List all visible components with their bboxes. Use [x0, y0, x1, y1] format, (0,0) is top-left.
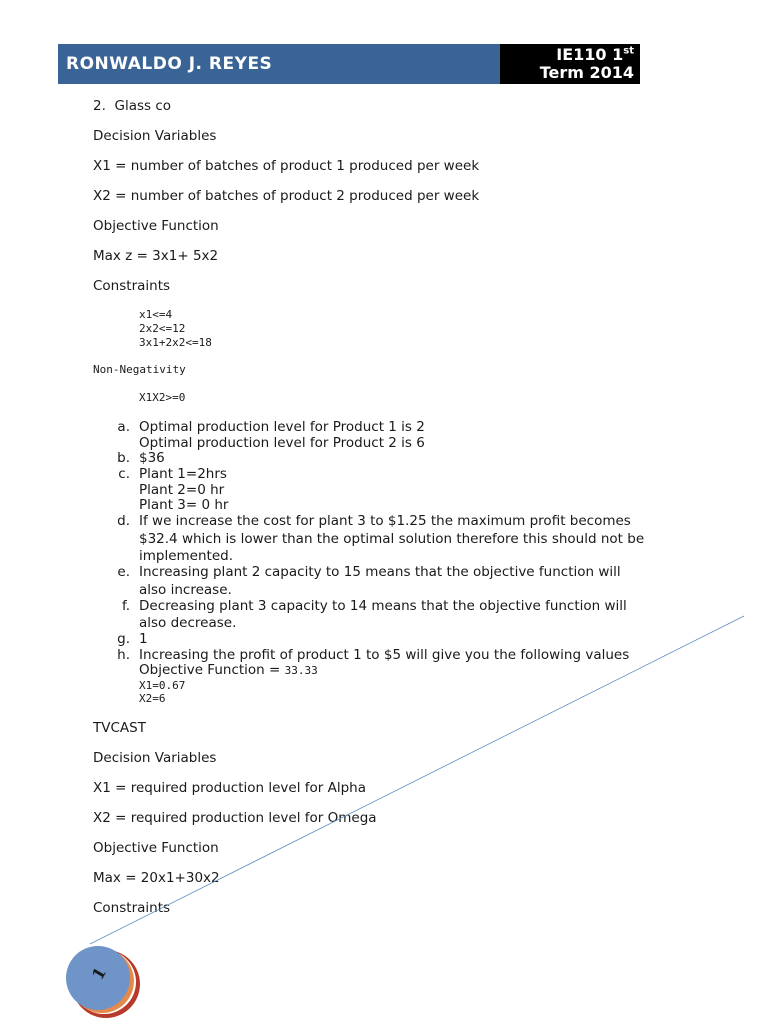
objective-heading: Objective Function: [93, 218, 219, 234]
tvcast-objective-heading: Objective Function: [93, 840, 219, 856]
answer-line: Optimal production level for Product 1 is 2: [139, 419, 425, 435]
answer-line: Increasing plant 2 capacity to 15 means that the objective function will: [139, 564, 621, 580]
constraint-2: 2x2<=12: [139, 322, 186, 335]
answer-line: also decrease.: [139, 615, 237, 631]
answer-line: Plant 2=0 hr: [139, 482, 225, 498]
answer-line: implemented.: [139, 548, 233, 564]
course-line1: IE110 1: [556, 45, 624, 64]
nonneg-heading: Non-Negativity: [93, 363, 186, 376]
answer-line: $32.4 which is lower than the optimal solution therefore this should not be: [139, 531, 645, 547]
page-number: 1: [87, 963, 111, 984]
header-author: RONWALDO J. REYES: [58, 44, 500, 84]
objective-function: Max z = 3x1+ 5x2: [93, 248, 219, 264]
answer-label: d.: [117, 513, 130, 529]
course-sup: st: [623, 45, 634, 57]
answer-label: h.: [117, 647, 130, 663]
constraints-heading: Constraints: [93, 278, 171, 294]
dv-heading: Decision Variables: [93, 128, 217, 144]
tvcast-dv-heading: Decision Variables: [93, 750, 217, 766]
constraint-1: x1<=4: [139, 308, 173, 321]
answer-line: Increasing the profit of product 1 to $5 will give you the following values: [139, 647, 630, 663]
nonneg-constraint: X1X2>=0: [139, 391, 186, 404]
page-number-badge: [62, 942, 144, 1022]
answer-line: Plant 1=2hrs: [139, 466, 227, 482]
answer-label: e.: [117, 564, 130, 580]
h-x1-value: X1=0.67: [139, 679, 186, 692]
answer-line: Decreasing plant 3 capacity to 14 means that the objective function will: [139, 598, 627, 614]
answer-label: b.: [117, 450, 130, 466]
answer-label: g.: [117, 631, 130, 647]
x2-definition: X2 = number of batches of product 2 produced per week: [93, 188, 480, 204]
x1-definition: X1 = number of batches of product 1 produced per week: [93, 158, 480, 174]
h-objective-value: 33.33: [284, 664, 318, 677]
tvcast-x1-definition: X1 = required production level for Alpha: [93, 780, 366, 796]
answer-line: $36: [139, 450, 165, 466]
course-line2: Term 2014: [539, 63, 634, 82]
tvcast-constraints-heading: Constraints: [93, 900, 171, 916]
answer-label: c.: [118, 466, 130, 482]
answer-line: Plant 3= 0 hr: [139, 497, 229, 513]
answer-label: a.: [117, 419, 130, 435]
constraint-3: 3x1+2x2<=18: [139, 336, 212, 349]
tvcast-objective-function: Max = 20x1+30x2: [93, 870, 220, 886]
answer-line: also increase.: [139, 582, 232, 598]
answer-line: 1: [139, 631, 148, 647]
tvcast-title: TVCAST: [93, 720, 146, 736]
tvcast-x2-definition: X2 = required production level for Omega: [93, 810, 377, 826]
problem-number: 2.: [93, 98, 106, 114]
h-x2-value: X2=6: [139, 692, 166, 705]
answer-line: If we increase the cost for plant 3 to $1.25 the maximum profit becomes: [139, 513, 631, 529]
answer-label: f.: [121, 598, 130, 614]
h-objective-label: Objective Function =: [139, 662, 285, 678]
answer-line: Optimal production level for Product 2 is 6: [139, 435, 425, 451]
problem-title: Glass co: [114, 98, 172, 114]
